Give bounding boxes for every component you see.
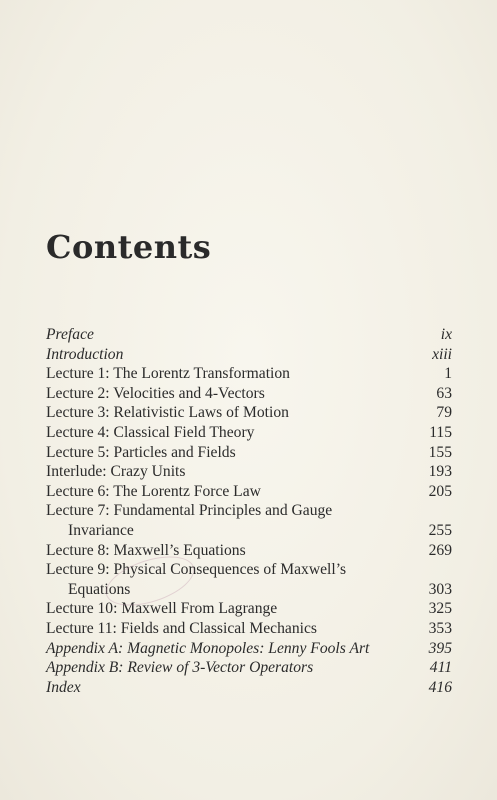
toc-entry [46, 639, 452, 659]
toc-entry [46, 678, 452, 698]
toc-entry-title: Introduction [46, 345, 124, 363]
toc-entry-page: 411 [429, 659, 452, 677]
toc-entry-title: Appendix A: Magnetic Monopoles: Lenny Fools Art [46, 639, 370, 657]
toc-entry [46, 364, 452, 384]
toc-entry-page: 79 [436, 404, 452, 422]
toc-entry-page: 325 [428, 600, 452, 618]
toc-entry [46, 462, 452, 482]
toc-entry-title: Lecture 11: Fields and Classical Mechanics [46, 619, 317, 637]
toc-entry-page: 193 [428, 463, 452, 481]
toc-entry-title: Lecture 5: Particles and Fields [46, 443, 236, 461]
toc-entry [46, 658, 452, 678]
toc-entry-title: Lecture 9: Physical Consequences of Maxwell’s [46, 561, 347, 579]
toc-entry-title: Lecture 1: The Lorentz Transformation [46, 365, 290, 383]
toc-entry-title: Lecture 8: Maxwell’s Equations [46, 541, 246, 559]
toc-entry-page: 63 [436, 384, 452, 402]
page-title: Contents [46, 228, 212, 266]
toc-entry-page: ix [440, 326, 452, 343]
toc-entry-page: 205 [428, 482, 452, 500]
toc-entry-page: 395 [428, 639, 452, 657]
toc-entry-page: 353 [428, 619, 452, 637]
toc-entry-title: Appendix B: Review of 3-Vector Operators [46, 659, 314, 677]
toc-entry [46, 501, 452, 521]
toc-entry-title: Preface [46, 326, 94, 343]
toc-entry-page: 1 [444, 365, 452, 383]
toc-entry-page: 255 [428, 521, 452, 539]
table-of-contents [46, 325, 452, 697]
toc-entry-title: Equations [68, 580, 131, 598]
toc-entry [46, 580, 452, 600]
toc-entry-title: Index [46, 678, 81, 696]
toc-entry [46, 423, 452, 443]
toc-entry [46, 619, 452, 639]
toc-entry [46, 521, 452, 541]
toc-entry-page: 269 [428, 541, 452, 559]
toc-entry-title: Interlude: Crazy Units [46, 463, 186, 481]
toc-entry-page: xiii [432, 345, 452, 363]
toc-entry-page: 303 [428, 580, 452, 598]
toc-entry [46, 345, 452, 365]
toc-entry [46, 599, 452, 619]
toc-entry-title: Lecture 3: Relativistic Laws of Motion [46, 404, 289, 422]
toc-entry-title: Lecture 10: Maxwell From Lagrange [46, 600, 278, 618]
toc-entry-page: 416 [428, 678, 452, 696]
toc-entry [46, 403, 452, 423]
toc-entry-title: Lecture 4: Classical Field Theory [46, 423, 255, 441]
toc-entry [46, 325, 452, 345]
toc-entry-page: 155 [428, 443, 452, 461]
toc-entry-title: Lecture 6: The Lorentz Force Law [46, 482, 261, 500]
toc-entry-title: Lecture 7: Fundamental Principles and Gauge [46, 502, 333, 520]
toc-entry-page: 115 [429, 423, 452, 441]
toc-entry [46, 560, 452, 580]
toc-entry-title: Invariance [68, 521, 134, 539]
toc-entry [46, 541, 452, 561]
toc-entry [46, 443, 452, 463]
toc-entry [46, 482, 452, 502]
toc-entry-title: Lecture 2: Velocities and 4-Vectors [46, 384, 265, 402]
toc-entry [46, 384, 452, 404]
